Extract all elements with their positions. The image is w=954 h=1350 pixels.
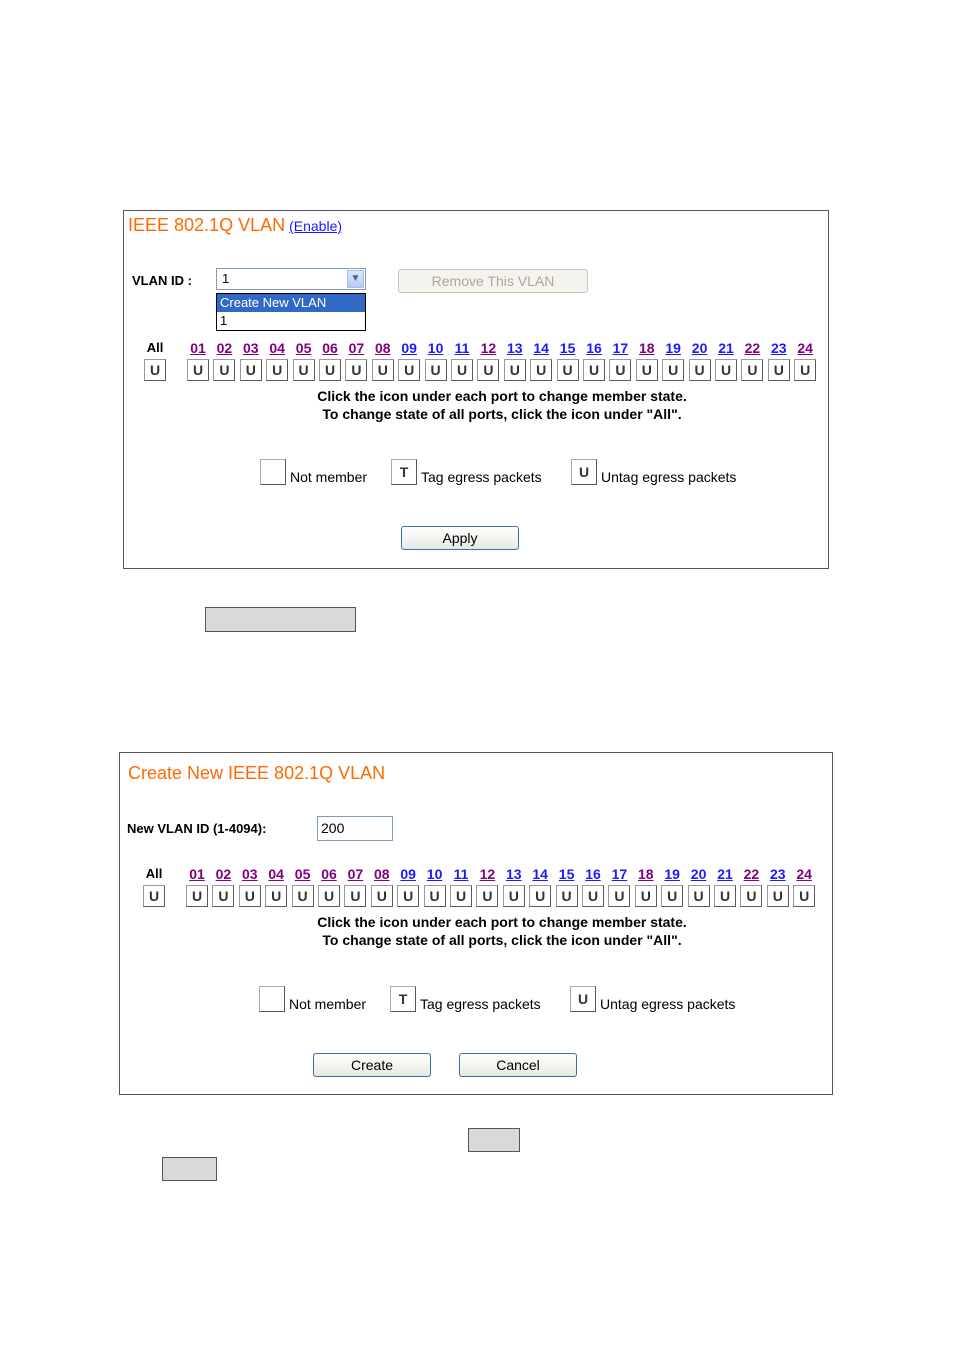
port-state-icon-20[interactable]: U bbox=[688, 885, 710, 907]
port-link-20[interactable]: 20 bbox=[691, 340, 708, 356]
port-state-icon-03[interactable]: U bbox=[239, 885, 261, 907]
port-column-19 bbox=[659, 865, 685, 907]
port-column-09 bbox=[396, 339, 422, 381]
port-column-21 bbox=[712, 865, 738, 907]
port-column-11 bbox=[448, 865, 474, 907]
not-member-icon bbox=[260, 459, 286, 485]
port-column-06 bbox=[316, 865, 342, 907]
port-state-icon-02[interactable]: U bbox=[213, 359, 235, 381]
port-state-icon-07[interactable]: U bbox=[344, 885, 366, 907]
port-link-20[interactable]: 20 bbox=[690, 866, 707, 882]
port-link-15[interactable]: 15 bbox=[559, 340, 576, 356]
port-column-10 bbox=[422, 865, 448, 907]
instruction-line-2: To change state of all ports, click the icon under "All". bbox=[322, 932, 682, 948]
vlan-id-select[interactable] bbox=[216, 268, 366, 290]
port-state-icon-11[interactable]: U bbox=[450, 885, 472, 907]
port-state-icon-18[interactable]: U bbox=[636, 359, 658, 381]
port-column-16 bbox=[580, 865, 606, 907]
all-label: All bbox=[146, 340, 164, 355]
port-link-01[interactable]: 01 bbox=[190, 340, 206, 356]
port-state-icon-12[interactable]: U bbox=[477, 359, 499, 381]
port-link-19[interactable]: 19 bbox=[665, 340, 681, 356]
port-state-icon-09[interactable]: U bbox=[397, 885, 419, 907]
port-column-10 bbox=[423, 339, 449, 381]
port-state-icon-13[interactable]: U bbox=[504, 359, 526, 381]
port-state-icon-18[interactable]: U bbox=[635, 885, 657, 907]
port-state-icon-02[interactable]: U bbox=[212, 885, 234, 907]
port-column-02 bbox=[211, 339, 237, 381]
port-link-23[interactable]: 23 bbox=[771, 340, 787, 356]
port-column-03 bbox=[237, 865, 263, 907]
port-column-07 bbox=[342, 865, 368, 907]
port-link-16[interactable]: 16 bbox=[586, 340, 602, 356]
vlan-id-label: VLAN ID : bbox=[132, 273, 192, 288]
port-link-12[interactable]: 12 bbox=[479, 866, 496, 882]
port-state-icon-17[interactable]: U bbox=[609, 359, 631, 381]
port-link-14[interactable]: 14 bbox=[532, 866, 548, 882]
instruction-line-1: Click the icon under each port to change member state. bbox=[317, 388, 687, 404]
create-panel-title: Create New IEEE 802.1Q VLAN bbox=[128, 763, 386, 783]
port-column-12 bbox=[475, 339, 501, 381]
port-state-icon-22[interactable]: U bbox=[740, 885, 762, 907]
port-state-icon-03[interactable]: U bbox=[240, 359, 262, 381]
legend-tag bbox=[390, 986, 541, 1012]
port-column-14 bbox=[528, 339, 554, 381]
port-column-08 bbox=[370, 339, 396, 381]
port-column-22 bbox=[738, 865, 764, 907]
port-link-18[interactable]: 18 bbox=[639, 340, 655, 356]
port-state-icon-01[interactable]: U bbox=[187, 359, 209, 381]
port-column-13 bbox=[502, 339, 528, 381]
port-column-12 bbox=[474, 865, 500, 907]
port-state-icon-06[interactable]: U bbox=[319, 359, 341, 381]
legend-untag bbox=[571, 459, 736, 485]
highlighted-text-bar bbox=[162, 1157, 217, 1181]
port-state-icon-17[interactable]: U bbox=[608, 885, 630, 907]
port-state-icon-14[interactable]: U bbox=[530, 359, 552, 381]
port-column-19 bbox=[660, 339, 686, 381]
port-column-17 bbox=[606, 865, 632, 907]
port-column-24 bbox=[791, 865, 817, 907]
port-column-02 bbox=[210, 865, 236, 907]
port-state-icon-20[interactable]: U bbox=[689, 359, 711, 381]
port-link-03[interactable]: 03 bbox=[242, 866, 258, 882]
port-column-11 bbox=[449, 339, 475, 381]
new-vlan-id-label: New VLAN ID (1-4094): bbox=[127, 821, 267, 836]
port-column-21 bbox=[713, 339, 739, 381]
vlan-settings-panel bbox=[123, 210, 829, 569]
port-link-08[interactable]: 08 bbox=[374, 866, 390, 882]
instruction-line-1: Click the icon under each port to change member state. bbox=[317, 914, 687, 930]
port-link-11[interactable]: 11 bbox=[454, 340, 470, 356]
instruction-line-2: To change state of all ports, click the icon under "All". bbox=[322, 406, 682, 422]
port-link-10[interactable]: 10 bbox=[427, 340, 444, 356]
instructions bbox=[124, 387, 880, 423]
port-state-icon-04[interactable]: U bbox=[265, 885, 287, 907]
port-link-24[interactable]: 24 bbox=[796, 866, 812, 882]
port-link-19[interactable]: 19 bbox=[664, 866, 680, 882]
vlan-id-dropdown bbox=[216, 293, 366, 331]
port-link-13[interactable]: 13 bbox=[506, 866, 522, 882]
port-state-icon-08[interactable]: U bbox=[372, 359, 394, 381]
highlighted-text-bar bbox=[205, 607, 356, 632]
untag-icon: U bbox=[570, 986, 596, 1012]
port-state-icon-15[interactable]: U bbox=[556, 885, 578, 907]
port-link-22[interactable]: 22 bbox=[744, 340, 761, 356]
dropdown-option-create-new-vlan[interactable]: Create New VLAN bbox=[217, 294, 365, 312]
port-state-icon-13[interactable]: U bbox=[503, 885, 525, 907]
port-link-09[interactable]: 09 bbox=[400, 866, 416, 882]
port-link-05[interactable]: 05 bbox=[295, 340, 312, 356]
port-link-21[interactable]: 21 bbox=[717, 866, 733, 882]
port-link-03[interactable]: 03 bbox=[243, 340, 259, 356]
port-column-14 bbox=[527, 865, 553, 907]
legend-tag-label: Tag egress packets bbox=[420, 996, 541, 1012]
port-column-04 bbox=[263, 865, 289, 907]
port-column-04 bbox=[264, 339, 290, 381]
port-state-icon-14[interactable]: U bbox=[529, 885, 551, 907]
tag-icon: T bbox=[390, 986, 416, 1012]
port-link-21[interactable]: 21 bbox=[718, 340, 734, 356]
create-vlan-panel bbox=[119, 752, 833, 1095]
port-state-icon-01[interactable]: U bbox=[186, 885, 208, 907]
port-column-15 bbox=[555, 339, 581, 381]
all-column bbox=[142, 339, 168, 381]
port-state-icon-05[interactable]: U bbox=[293, 359, 315, 381]
all-state-icon[interactable]: U bbox=[143, 885, 165, 907]
port-link-05[interactable]: 05 bbox=[294, 866, 311, 882]
port-link-12[interactable]: 12 bbox=[480, 340, 497, 356]
port-state-icon-10[interactable]: U bbox=[424, 885, 446, 907]
port-state-icon-09[interactable]: U bbox=[398, 359, 420, 381]
port-state-icon-04[interactable]: U bbox=[266, 359, 288, 381]
panel-title bbox=[128, 215, 342, 236]
port-column-13 bbox=[501, 865, 527, 907]
all-label: All bbox=[145, 866, 163, 881]
port-column-23 bbox=[766, 339, 792, 381]
port-state-icon-16[interactable]: U bbox=[582, 885, 604, 907]
port-state-icon-05[interactable]: U bbox=[292, 885, 314, 907]
port-link-15[interactable]: 15 bbox=[558, 866, 575, 882]
legend-untag-label: Untag egress packets bbox=[601, 469, 737, 485]
instructions bbox=[120, 913, 884, 949]
panel-title-text: IEEE 802.1Q VLAN bbox=[128, 215, 286, 235]
vlan-id-select-value: 1 bbox=[222, 271, 230, 286]
port-state-icon-21[interactable]: U bbox=[715, 359, 737, 381]
port-state-icon-10[interactable]: U bbox=[425, 359, 447, 381]
port-column-24 bbox=[792, 339, 818, 381]
tag-icon: T bbox=[391, 459, 417, 485]
new-vlan-id-input[interactable]: 200 bbox=[317, 816, 393, 841]
port-link-10[interactable]: 10 bbox=[426, 866, 443, 882]
port-column-06 bbox=[317, 339, 343, 381]
port-link-17[interactable]: 17 bbox=[611, 866, 628, 882]
port-column-22 bbox=[739, 339, 765, 381]
port-column-18 bbox=[634, 339, 660, 381]
port-link-17[interactable]: 17 bbox=[612, 340, 629, 356]
port-link-06[interactable]: 06 bbox=[322, 340, 338, 356]
port-link-06[interactable]: 06 bbox=[321, 866, 337, 882]
not-member-icon bbox=[259, 986, 285, 1012]
remove-vlan-button[interactable]: Remove This VLAN bbox=[398, 269, 588, 293]
port-link-08[interactable]: 08 bbox=[375, 340, 391, 356]
port-link-14[interactable]: 14 bbox=[533, 340, 549, 356]
enable-link[interactable]: (Enable) bbox=[289, 218, 343, 234]
port-link-07[interactable]: 07 bbox=[348, 340, 365, 356]
port-state-icon-08[interactable]: U bbox=[371, 885, 393, 907]
port-state-icon-19[interactable]: U bbox=[662, 359, 684, 381]
port-state-icon-24[interactable]: U bbox=[793, 885, 815, 907]
all-state-icon[interactable]: U bbox=[144, 359, 166, 381]
untag-icon: U bbox=[571, 459, 597, 485]
port-column-05 bbox=[290, 865, 316, 907]
legend-tag-label: Tag egress packets bbox=[421, 469, 542, 485]
legend-untag-label: Untag egress packets bbox=[600, 996, 736, 1012]
legend-not-member bbox=[259, 986, 366, 1012]
legend-not-member-label: Not member bbox=[289, 996, 367, 1012]
legend-not-member bbox=[260, 459, 367, 485]
port-state-icon-12[interactable]: U bbox=[476, 885, 498, 907]
port-column-16 bbox=[581, 339, 607, 381]
create-button[interactable]: Create bbox=[313, 1053, 431, 1077]
highlighted-text-bar bbox=[468, 1128, 520, 1152]
legend-not-member-label: Not member bbox=[290, 469, 368, 485]
port-column-05 bbox=[291, 339, 317, 381]
port-link-04[interactable]: 04 bbox=[269, 340, 285, 356]
port-link-23[interactable]: 23 bbox=[770, 866, 786, 882]
port-link-04[interactable]: 04 bbox=[268, 866, 284, 882]
port-column-23 bbox=[765, 865, 791, 907]
legend-tag bbox=[391, 459, 542, 485]
port-link-16[interactable]: 16 bbox=[585, 866, 601, 882]
port-state-icon-06[interactable]: U bbox=[318, 885, 340, 907]
port-column-18 bbox=[633, 865, 659, 907]
port-column-09 bbox=[395, 865, 421, 907]
cancel-button[interactable]: Cancel bbox=[459, 1053, 577, 1077]
port-column-03 bbox=[238, 339, 264, 381]
port-link-13[interactable]: 13 bbox=[507, 340, 523, 356]
port-column-20 bbox=[687, 339, 713, 381]
port-state-icon-23[interactable]: U bbox=[768, 359, 790, 381]
all-column bbox=[141, 865, 167, 907]
port-column-17 bbox=[607, 339, 633, 381]
port-link-02[interactable]: 02 bbox=[216, 340, 233, 356]
port-state-icon-23[interactable]: U bbox=[767, 885, 789, 907]
port-state-icon-19[interactable]: U bbox=[661, 885, 683, 907]
port-state-icon-15[interactable]: U bbox=[557, 359, 579, 381]
port-state-icon-07[interactable]: U bbox=[345, 359, 367, 381]
port-column-01 bbox=[184, 865, 210, 907]
port-link-01[interactable]: 01 bbox=[189, 866, 205, 882]
port-link-24[interactable]: 24 bbox=[797, 340, 813, 356]
port-state-icon-11[interactable]: U bbox=[451, 359, 473, 381]
port-link-11[interactable]: 11 bbox=[453, 866, 469, 882]
port-column-01 bbox=[185, 339, 211, 381]
apply-button[interactable]: Apply bbox=[401, 526, 519, 550]
port-column-07 bbox=[343, 339, 369, 381]
port-state-icon-21[interactable]: U bbox=[714, 885, 736, 907]
port-link-07[interactable]: 07 bbox=[347, 866, 364, 882]
port-link-02[interactable]: 02 bbox=[215, 866, 232, 882]
port-link-22[interactable]: 22 bbox=[743, 866, 760, 882]
legend-untag bbox=[570, 986, 735, 1012]
port-state-icon-22[interactable]: U bbox=[741, 359, 763, 381]
chevron-down-icon[interactable]: ▼ bbox=[347, 270, 364, 288]
port-state-icon-24[interactable]: U bbox=[794, 359, 816, 381]
dropdown-option-vlan-1[interactable]: 1 bbox=[220, 313, 228, 328]
port-link-09[interactable]: 09 bbox=[401, 340, 417, 356]
port-column-15 bbox=[554, 865, 580, 907]
port-link-18[interactable]: 18 bbox=[638, 866, 654, 882]
port-column-08 bbox=[369, 865, 395, 907]
port-state-icon-16[interactable]: U bbox=[583, 359, 605, 381]
port-column-20 bbox=[686, 865, 712, 907]
